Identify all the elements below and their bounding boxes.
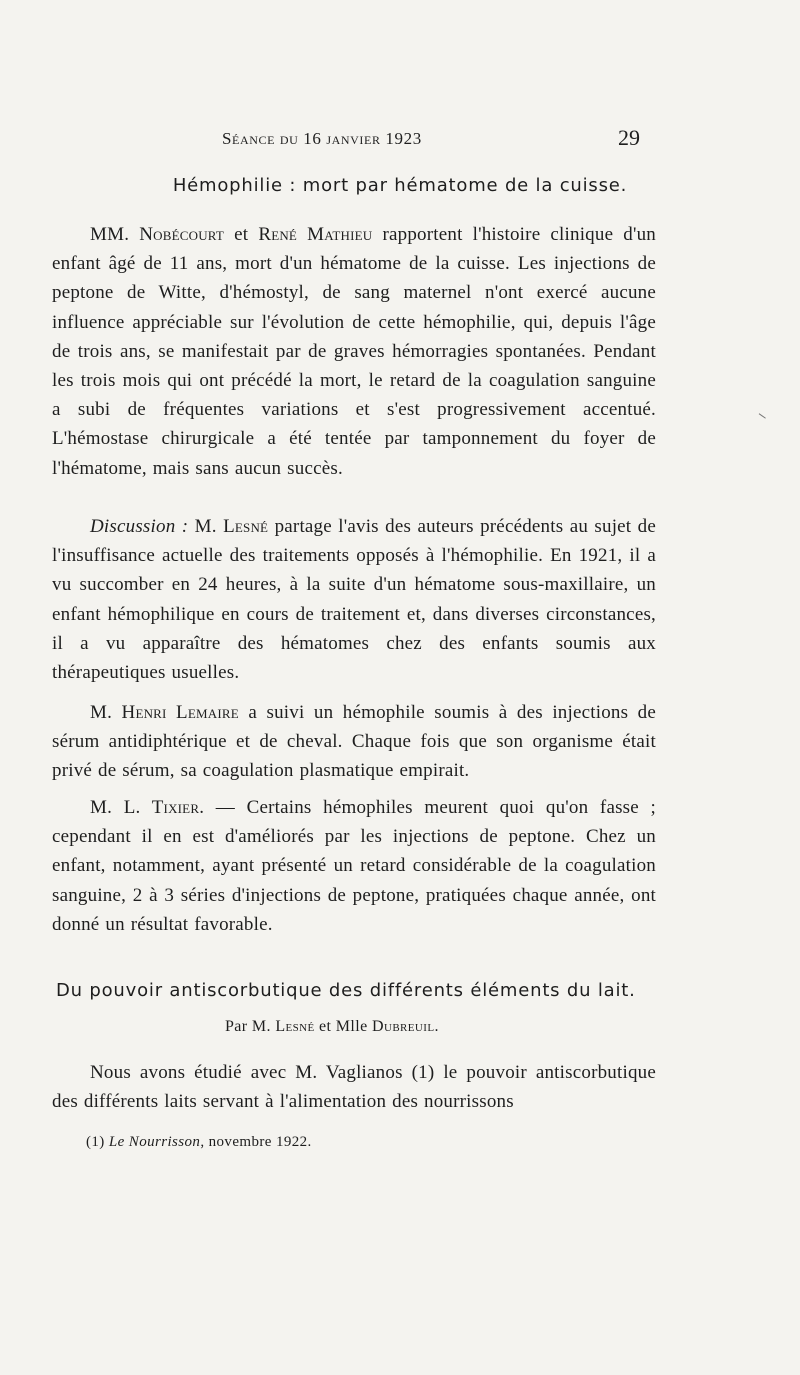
footnote xyxy=(86,1134,312,1151)
author-name: Lesné xyxy=(275,1018,315,1035)
paragraph-tixier xyxy=(52,793,656,939)
article-title: Du pouvoir antiscorbutique des différents éléments du lait. xyxy=(56,980,636,1001)
paragraph-text: a suivi un hémophile soumis à des injections de sérum antidiphtérique et de cheval. Chaque fois que son organisme était privé de sérum, sa coagulation plasmatique empirait. xyxy=(52,702,657,782)
paragraph-text: . — Certains hémophiles meurent quoi qu'on fasse ; cependant il en est d'améliorés par les injections de peptone. Chez un enfant, notamment, ayant présenté un retard considérable de la coagulation sanguine, 2 à 3 séries d'injections de peptone, pratiquées chaque année, ont donné un résultat favorable. xyxy=(52,797,657,935)
discussion-label: Discussion : xyxy=(90,516,189,537)
author-name: Lesné xyxy=(223,516,269,537)
footnote-journal: Le Nourrisson xyxy=(108,1134,201,1150)
paragraph-start: M. xyxy=(188,516,224,537)
footnote-text: , novembre 1922. xyxy=(200,1134,312,1150)
paragraph-text: partage l'avis des auteurs précédents au sujet de l'insuffisance actuelle des traitements opposés à l'hémophilie. En 1921, il a vu succomber en 24 heures, à la suite d'un hématome sous-maxillaire, un enfant hémophilique en cours de traitement et, dans diverses circonstances, il a vu apparaître des hématomes chez des enfants soumis aux thérapeutiques usuelles. xyxy=(52,516,656,684)
footnote-marker: (1) xyxy=(86,1134,109,1150)
page-number: 29 xyxy=(618,125,640,150)
margin-mark xyxy=(759,408,770,418)
paragraph-text: rapportent l'histoire clinique d'un enfant âgé de 11 ans, mort d'un hématome de la cuisse. Les injections de peptone de Witte, d'hémostyl, de sang maternel n'ont exercé aucune influence appréciable sur l'évolution de cette hémophilie, qui, depuis l'âge de trois ans, se manifestait par de graves hémorragies spontanées. Pendant les trois mois qui ont précédé la mort, le retard de la coagulation sanguine a subi de fréquentes variations et s'est progressivement accentué. L'hémostase chirurgicale a été tentée par tamponnement du foyer de l'hématome, mais sans aucun succès. xyxy=(52,224,657,479)
running-head-prefix: Séance du xyxy=(222,129,304,148)
byline-end: . xyxy=(434,1018,439,1035)
article-title: Hémophilie : mort par hématome de la cuisse. xyxy=(172,175,628,196)
running-head xyxy=(222,129,422,149)
running-head-year: 1923 xyxy=(385,129,422,148)
paragraph-discussion xyxy=(52,512,656,687)
paragraph-connector: et xyxy=(224,224,259,245)
paragraph-nobecourt xyxy=(52,220,656,483)
paragraph-vaglianos: Nous avons étudié avec M. Vaglianos (1) le pouvoir antiscorbutique des différents laits servant à l'alimentation des nourrissons xyxy=(52,1062,656,1113)
byline-connector: et Mlle xyxy=(314,1018,373,1035)
author-name: L. Tixier xyxy=(123,797,200,818)
author-name: Henri Lemaire xyxy=(121,702,239,723)
byline-prefix: Par M. xyxy=(225,1018,276,1035)
paragraph-lemaire xyxy=(52,698,656,786)
paragraph-start: M. xyxy=(90,797,124,818)
author-name: Dubreuil xyxy=(372,1018,435,1035)
paragraph-start: M. xyxy=(90,702,122,723)
paragraph-start: MM. xyxy=(90,224,140,245)
running-head-month: janvier xyxy=(321,129,386,148)
running-head-day: 16 xyxy=(303,129,322,148)
author-name: Nobécourt xyxy=(139,224,225,245)
author-name: René Mathieu xyxy=(258,224,373,245)
byline xyxy=(225,1018,439,1036)
